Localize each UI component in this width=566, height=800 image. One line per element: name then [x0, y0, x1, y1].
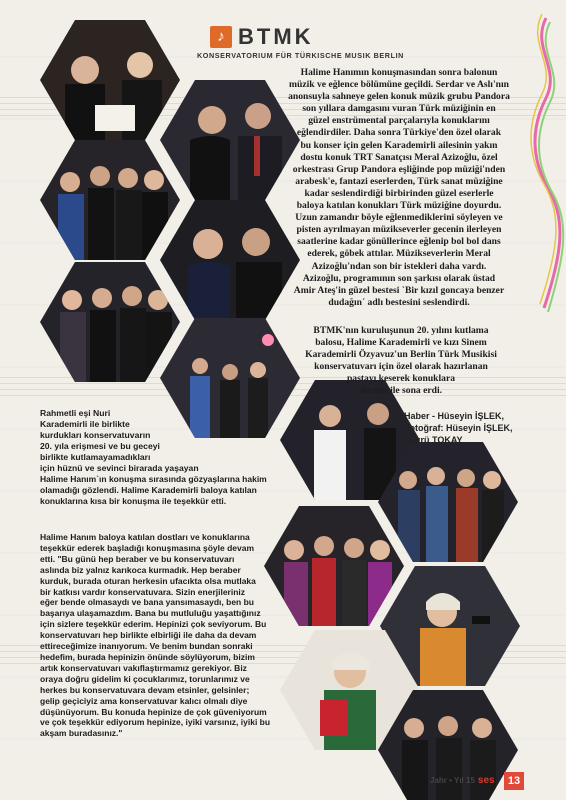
text-line: orkestrası Grup Pandora eşliğinde pop müziği'nden [292, 163, 506, 175]
text-line: güzel enstrümental parçalarıyla konuklarını [308, 115, 490, 127]
text-line: son yıllara damgasını vuran Türk müziğinin en [302, 103, 496, 115]
text-line: konservatuvarı için özel olarak hazırlanan [314, 361, 488, 373]
text-line: ve çok teşekkür ediyorum hepinize, iyiki varsınız, iyiki bu [40, 717, 271, 728]
text-line: Amir Ateş'in güzel bestesi `Bir kızıl goncaya benzer [293, 284, 505, 296]
credit-line: Şükrü TOKAY [404, 435, 463, 445]
text-line: balosu, Halime Karademirli ve kızı Sinem [315, 337, 487, 349]
music-note-icon: ♪ [210, 26, 232, 48]
credit-line: Fotoğraf: Hüseyin İŞLEK, [404, 423, 513, 433]
footer-year: Jahr • Yıl 15 [430, 776, 475, 785]
text-line: Azizoğlu'ndan son bir istekleri daha vardı. [311, 260, 487, 272]
text-line: kurduk, burada oturan herkesin ufacıkta olsa mutlaka [40, 575, 256, 586]
btmk-logo [210, 24, 314, 50]
text-line: bu konser için gelen Karademirli ailesinin yakın [300, 139, 498, 151]
text-line: ederek, göbek attılar. Müzikseverlerin Meral [307, 248, 491, 260]
text-line: olamadığı gözlendi. Halime Karademirli baloya katılan [40, 484, 257, 495]
caption-line: kurdukları konservatuvarın [40, 430, 151, 440]
text-line: dostu konuk TRT Sanatçısı Meral Azizoğlu, özel [300, 151, 498, 163]
photo-ladies-group [40, 262, 180, 382]
text-line: Halime Hanım baloya katılan dostları ve konuklarına [40, 532, 250, 542]
main-article-text [274, 67, 524, 309]
cake-paragraph [290, 325, 512, 398]
caption-line: birlikte kutlamayamadıkları [40, 452, 151, 462]
caption-line: 20. yıla erişmesi ve bu geceyi [40, 441, 160, 451]
caption-line: Rahmetli eşi Nuri [40, 408, 111, 418]
text-line: eğer bende olmasaydı ve bana yansımasaydı, ben bu [40, 597, 254, 608]
text-line: teşekkür ederek başladığı konuşmasına şöyle devam [40, 542, 255, 553]
text-line: için sizlere teşekkür ederim. Hepinizi çok seviyorum. Bu [40, 619, 267, 630]
caption-line: Karademirli ile birlikte [40, 419, 130, 429]
colorful-swirl-decoration [526, 8, 566, 318]
text-line: akşam buradasınız." [40, 728, 123, 739]
text-line: ettireceğimize inanıyorum. Ve benim bundan sonraki [40, 641, 253, 652]
text-line: etti. "Bu günü hep beraber ve bu konservatuvarı [40, 553, 235, 564]
ses-logo: ses [477, 775, 495, 786]
text-line: anonsuyla sahneye gelen konuk müzik grubu Pandora [288, 91, 510, 103]
text-line: oraya doğru gidelim ki çocuklarımız, torunlarımız ve [40, 673, 250, 684]
logo-subtitle: KONSERVATORIUM FÜR TÜRKISCHE MUSIK BERLIN [197, 51, 404, 60]
caption-continuation [40, 474, 290, 507]
text-line: Halime Hanımın konuşmasından sonra balonun [300, 67, 498, 78]
text-line: eğlendirdiler. Daha sonra Türkiye'den özel olarak [296, 127, 502, 139]
text-line: dudağın´ adlı bestesini seslendirdi. [328, 296, 470, 308]
text-line: kadar seslendirdiği birbirinden güzel eserlerle [304, 187, 494, 199]
page-number: 13 [504, 772, 524, 790]
text-line: BTMK'nın kuruluşunun 20. yılını kutlama [313, 325, 489, 336]
text-line: artık konservatuvarı vakıflaştırmamız gerekiyor. Biz [40, 662, 247, 673]
text-line: müzik ve eğlence bölümüne geçildi. Serdar ve Aslı'nın [289, 79, 509, 91]
text-line: Karademirli Özyavuz'un Berlin Türk Musikisi [305, 349, 497, 361]
logo-name: BTMK [238, 24, 314, 49]
speech-paragraph [40, 532, 290, 739]
text-line: Azizoğlu, programının son şarkısı olarak üstad [302, 272, 496, 284]
text-line: bir katkısı vardır konservatuvara. Sizin enerjileriniz [40, 586, 246, 597]
text-line: ikramı ile sona erdi. [359, 385, 443, 397]
caption-line: için hüznü ve sevinci birarada yaşayan [40, 463, 199, 473]
text-line: pastayı keserek konuklara [346, 373, 456, 385]
text-line: konuklarına kısa bir konuşma ile teşekkür etti. [40, 495, 227, 506]
text-line: herkes bu konservatuvara devam etsinler, gelsinler; [40, 684, 250, 695]
caption-text [40, 408, 200, 474]
text-line: saatlerine kadar gönüllerince eğlenip bol bol dans [297, 236, 501, 248]
text-line: Halime Hanım`ın konuşma sırasında gözyaşlarına hakim [40, 474, 267, 484]
text-line: konservatuvarı hep birlikte elbirliği ile daha da devam [40, 630, 257, 641]
photo-cake-cutting [40, 20, 180, 140]
photo-credits [404, 410, 513, 446]
text-line: pisten ayrılmayan müzikseverler gecenin ilerleyen [296, 224, 502, 236]
credit-line: Haber - Hüseyin İŞLEK, [404, 411, 505, 421]
text-line: başarıya ulaşamazdım. Bana bu mutluluğu yaşattığınız [40, 608, 261, 619]
text-line: gelip geçiciyiz ama konservatuvar kalıcı olmalı diye [40, 695, 248, 706]
text-line: düşünüyorum. Bu konuda hepinize de çok güveniyorum [40, 706, 267, 717]
text-line: Uzun zamandır böyle eğlenmediklerini söyleyen ve [295, 212, 503, 224]
text-line: arabesk'e, fantazi eserlerden, Türk sanat müziğine [295, 175, 503, 187]
page-footer [430, 775, 495, 786]
text-line: aslında biz yalnız karıkoca kurmadık. Hep beraber [40, 564, 241, 575]
text-line: baloya katılan konukları Türk müziğine doyurdu. [296, 200, 502, 212]
photo-guests-group [40, 140, 180, 260]
text-line: hedefim, burada hepinizin önünde söylüyorum, bizim [40, 651, 255, 662]
